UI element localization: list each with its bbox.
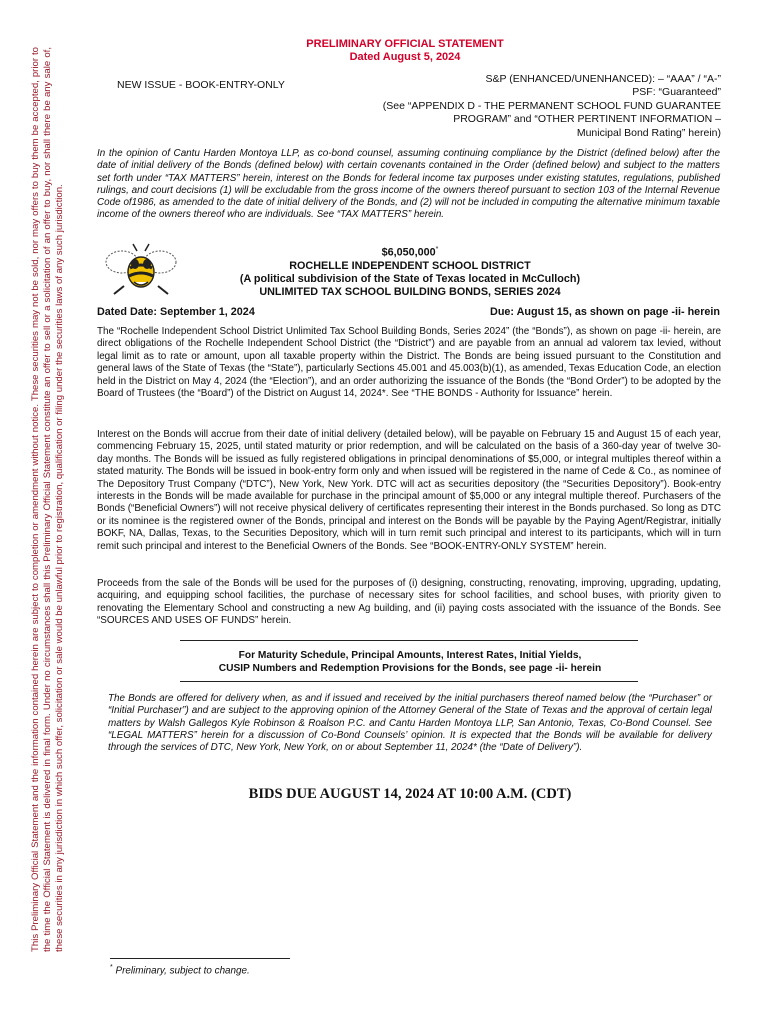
hornet-mascot-icon — [104, 242, 178, 296]
tax-opinion: In the opinion of Cantu Harden Montoya LLP, as co-bond counsel, assuming continuing compliance by the District (defined below) after the date of initial delivery of the Bonds (defined below) with certain covenants contained in the Order (defined below) and subject to the matters set forth under “TAX MATTERS” herein, interest on the Bonds for federal income tax purposes under existing statutes, regulations, published rulings, and court decisions (1) will be excludable from the gross income of the owners thereof pursuant to section 103 of the Internal Revenue Code of1986, as amended to the date of initial delivery of the Bonds, and (2) will not be included in computing the alternative minimum taxable income of the owners thereof who are individuals. See “TAX MATTERS” herein. — [97, 148, 720, 221]
rating-line: (See “APPENDIX D - THE PERMANENT SCHOOL FUND GUARANTEE — [382, 99, 721, 112]
rating-block — [340, 73, 721, 140]
footnote-rule — [110, 958, 290, 959]
maturity-line: CUSIP Numbers and Redemption Provisions for the Bonds, see page -ii- herein — [218, 662, 602, 674]
statement-date: Dated August 5, 2024 — [349, 51, 461, 63]
new-issue-label: NEW ISSUE - BOOK-ENTRY-ONLY — [117, 79, 285, 91]
preliminary-header — [300, 38, 510, 64]
rating-line: PROGRAM” and “OTHER PERTINENT INFORMATION – — [453, 113, 721, 126]
bond-amount: $6,050,000 — [381, 246, 436, 259]
footnote-mark: * — [110, 964, 113, 971]
footnote-text: Preliminary, subject to change. — [112, 965, 250, 977]
divider-top — [180, 640, 638, 641]
paragraph-bonds: The “Rochelle Independent School District Unlimited Tax School Building Bonds, Series 2024” (the “Bonds”), as shown on page -ii- herein, are direct obligations of the Rochelle Independent School District (the “District”) and are payable from an annual ad valorem tax levied, without legal limit as to rate or amount, upon all taxable property within the District. The Bonds are being issued pursuant to the Constitution and general laws of the State of Texas (the “State”), particularly Sections 45.001 and 45.003(b)(1), as amended, Texas Education Code, an election held in the District on May 4, 2024 (the “Election”), and an order authorizing the issuance of the Bonds (the “Bond Order”) to be adopted by the Board of Trustees (the “Board”) of the District on August 14, 2024*. See “THE BONDS - Authority for Issuance” herein. — [97, 326, 721, 400]
dated-date: Dated Date: September 1, 2024 — [97, 306, 255, 318]
rating-line: PSF: “Guaranteed” — [632, 86, 721, 99]
status-label: PRELIMINARY OFFICIAL STATEMENT — [306, 38, 504, 50]
offering-paragraph: The Bonds are offered for delivery when, as and if issued and received by the initial purchasers thereof named below (the “Purchaser” or “Initial Purchaser”) and are subject to the approving opinion of the Attorney General of the State of Texas and the approval of certain legal matters by Walsh Gallegos Kyle Robinson & Roalson P.C. and Cantu Harden Montoya LLP, San Antonio, Texas, Co-Bond Counsel. See “LEGAL MATTERS” herein for a discussion of Co-Bond Counsels’ opinion. It is expected that the Bonds will be available for delivery through the services of DTC, New York, New York, on or about September 11, 2024* (the “Date of Delivery”). — [108, 693, 712, 754]
bids-due: BIDS DUE AUGUST 14, 2024 AT 10:00 A.M. (CDT) — [248, 786, 572, 802]
rating-line: S&P (ENHANCED/UNENHANCED): – “AAA” / “A-” — [485, 73, 721, 85]
subdivision-note: (A political subdivision of the State of Texas located in McCulloch) — [239, 273, 581, 285]
preliminary-mark: * — [435, 246, 439, 253]
footnote — [110, 964, 250, 976]
bond-title — [180, 243, 640, 299]
bond-series: UNLIMITED TAX SCHOOL BUILDING BONDS, SERIES 2024 — [259, 286, 561, 299]
maturity-line: For Maturity Schedule, Principal Amounts, Interest Rates, Initial Yields, — [238, 650, 582, 661]
due-date: Due: August 15, as shown on page -ii- herein — [490, 306, 720, 318]
divider-bottom — [180, 681, 638, 682]
paragraph-interest: Interest on the Bonds will accrue from their date of initial delivery (detailed below), will be payable on February 15 and August 15 of each year, commencing February 15, 2025, until stated maturity or prior redemption, and will be calculated on the basis of a 360-day year of twelve 30-day months. The Bonds will be issued as fully registered obligations in principal denominations of $5,000, or integral multiples thereof within a stated maturity. The Bonds will be issued in book-entry form only and when issued will be registered in the name of Cede & Co., as nominee of The Depository Trust Company (“DTC”), New York, New York. DTC will act as securities depository (the “Securities Depository”). Book-entry interests in the Bonds will be made available for purchase in the principal amount of $5,000 or any integral multiple thereof. Purchasers of the Bonds (“Beneficial Owners”) will not receive physical delivery of certificates representing their interest in the Bonds purchased. So long as DTC or its nominee is the registered owner of the Bonds, principal and interest on the Bonds will be payable by the Paying Agent/Registrar, initially BOKF, NA, Dallas, Texas, to the Securities Depository, which will in turn remit such principal and interest to its participants, which will in turn remit such principal and interest to the Beneficial Owners of the Bonds. See “BOOK-ENTRY-ONLY SYSTEM” herein. — [97, 429, 721, 552]
maturity-notice — [180, 650, 640, 675]
paragraph-proceeds: Proceeds from the sale of the Bonds will be used for the purposes of (i) designing, constructing, renovating, improving, upgrading, updating, acquiring, and equipping school facilities, the purchase of necessary sites for school facilities, and school buses, with priority given to renovating the Elementary School and constructing a new Ag building, and (ii) paying costs associated with the issuance of the Bonds. See “SOURCES AND USES OF FUNDS” herein. — [97, 578, 721, 627]
side-legend: This Preliminary Official Statement and the information contained herein are subject to completion or amendment without notice. These securities may not be sold, nor may offers to buy them be accepted, prior to the time the Official Statement is delivered in final form. Under no circumstances shall this Preliminary Official Statement constitute an offer to sell or a solicitation of an offer to buy, nor shall there be any sale of, these securities in any jurisdiction in which such offer, solicitation or sale would be unlawful prior to registration, qualification or filing under the securities laws of any such jurisdiction. — [30, 47, 66, 952]
district-name: ROCHELLE INDEPENDENT SCHOOL DISTRICT — [289, 259, 531, 272]
rating-line: Municipal Bond Rating” herein) — [576, 126, 721, 139]
